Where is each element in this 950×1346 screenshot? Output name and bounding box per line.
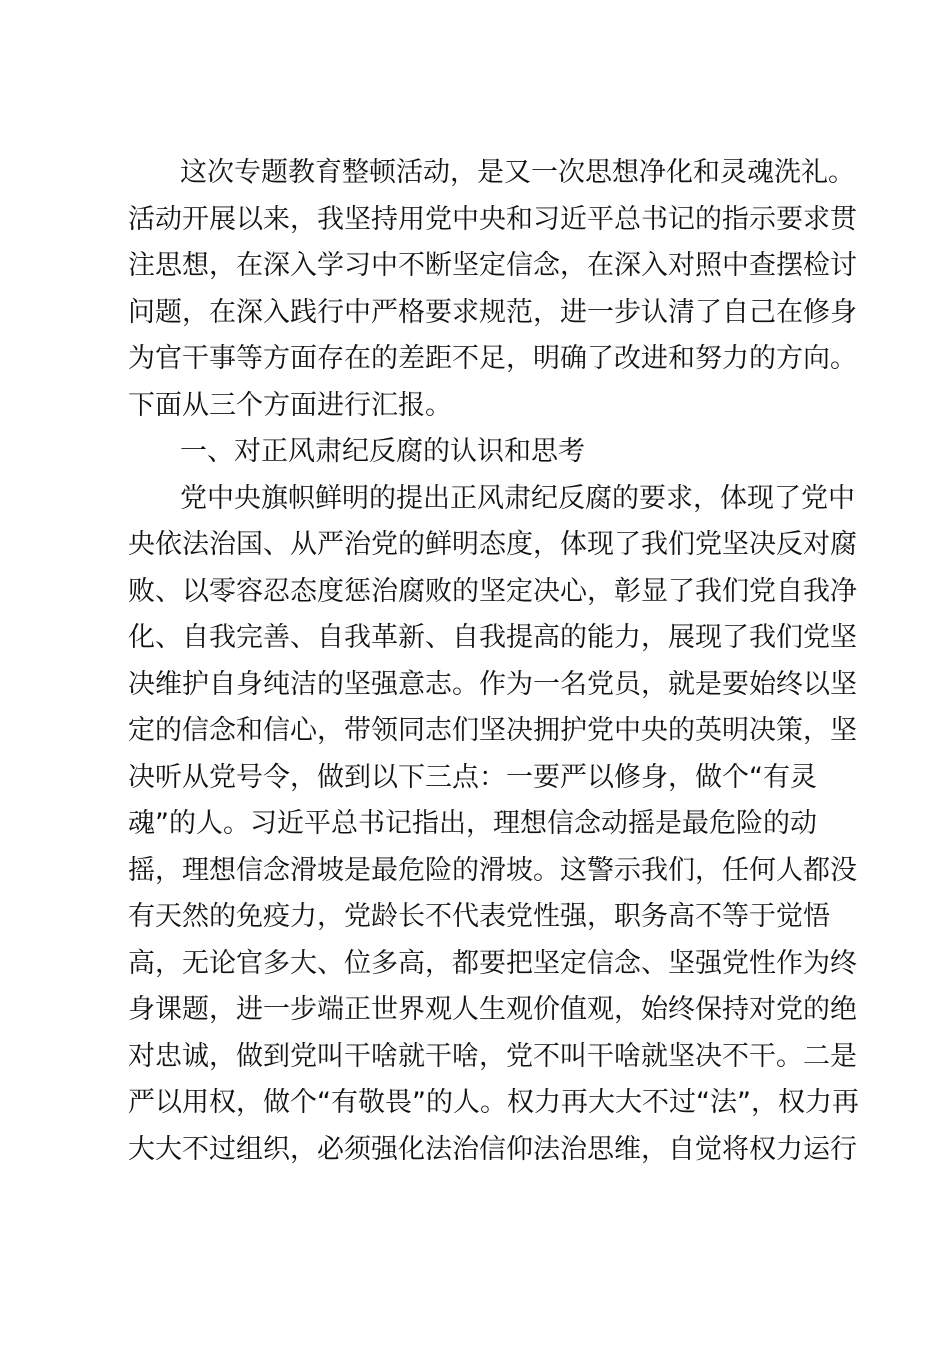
text-line: 为官干事等方面存在的差距不足，明确了改进和努力的方向。 (128, 343, 857, 374)
text-line: 魂”的人。习近平总书记指出，理想信念动摇是最危险的动 (128, 808, 817, 839)
text-line: 央依法治国、从严治党的鲜明态度，体现了我们党坚决反对腐 (128, 529, 857, 560)
document-body (128, 150, 859, 1173)
text-line: 决维护自身纯洁的坚强意志。作为一名党员，就是要始终以坚 (128, 668, 857, 700)
text-line: 定的信念和信心，带领同志们坚决拥护党中央的英明决策，坚 (128, 715, 857, 746)
text-line: 活动开展以来，我坚持用党中央和习近平总书记的指示要求贯 (128, 203, 857, 235)
text-line: 注思想，在深入学习中不断坚定信念，在深入对照中查摆检讨 (128, 250, 857, 281)
text-line: 下面从三个方面进行汇报。 (128, 389, 452, 421)
text-line: 决听从党号令，做到以下三点：一要严以修身，做个“有灵 (128, 761, 817, 793)
text-line: 严以用权，做个“有敬畏”的人。权力再大大不过“法”，权力再 (128, 1087, 859, 1118)
text-line: 化、自我完善、自我革新、自我提高的能力，展现了我们党坚 (128, 622, 857, 653)
text-line: 有天然的免疫力，党龄长不代表党性强，职务高不等于觉悟 (128, 901, 830, 932)
text-line: 这次专题教育整顿活动，是又一次思想净化和灵魂洗礼。 (180, 157, 855, 188)
text-line: 高，无论官多大、位多高，都要把坚定信念、坚强党性作为终 (128, 947, 857, 979)
text-line: 党中央旗帜鲜明的提出正风肃纪反腐的要求，体现了党中 (180, 482, 855, 514)
text-line: 摇，理想信念滑坡是最危险的滑坡。这警示我们，任何人都没 (128, 854, 857, 886)
text-line: 败、以零容忍态度惩治腐败的坚定决心，彰显了我们党自我净 (128, 575, 857, 607)
text-line: 问题，在深入践行中严格要求规范，进一步认清了自己在修身 (128, 296, 857, 328)
text-line: 对忠诚，做到党叫干啥就干啥，党不叫干啥就坚决不干。二是 (128, 1040, 857, 1072)
section-heading: 一、对正风肃纪反腐的认识和思考 (180, 436, 585, 467)
text-line: 身课题，进一步端正世界观人生观价值观，始终保持对党的绝 (128, 994, 857, 1025)
text-line: 大大不过组织，必须强化法治信仰法治思维，自觉将权力运行 (128, 1133, 857, 1165)
